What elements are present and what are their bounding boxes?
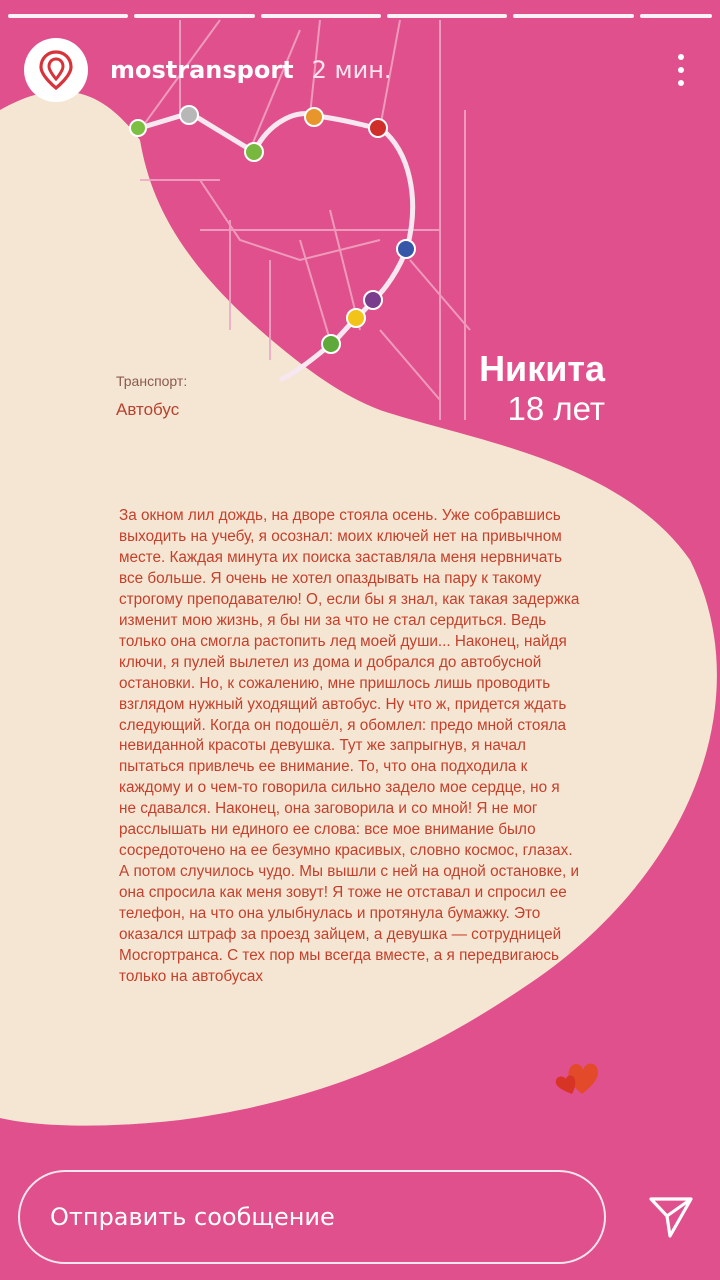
hearts-logo-icon xyxy=(552,1050,604,1102)
progress-segment xyxy=(513,14,633,18)
send-message-placeholder: Отправить сообщение xyxy=(50,1203,335,1231)
dot-icon xyxy=(678,54,684,60)
dot-icon xyxy=(678,80,684,86)
story-header xyxy=(24,36,696,104)
progress-segment xyxy=(387,14,507,18)
dot-icon xyxy=(678,67,684,73)
post-time: 2 мин. xyxy=(311,56,392,84)
person-name: Никита xyxy=(479,348,605,389)
story-progress-bar xyxy=(8,14,712,18)
progress-segment xyxy=(640,14,712,18)
progress-segment xyxy=(261,14,381,18)
story-text: За окном лил дождь, на дворе стояла осень. Уже собравшись выходить на учебу, я осознал: моих ключей нет на привычном месте. Каждая минута их поиска заставляла меня нервничать все больше. Я очень не хотел опаздывать на пару к такому строгому преподавателю! О, если бы я знал, как такая задержка изменит мою жизнь, я бы ни за что не стал сердиться. Ведь только она смогла растопить лед моей души... Наконец, найдя ключи, я пулей вылетел из дома и добрался до автобусной остановки. Но, к сожалению, мне пришлось лишь проводить взглядом нужный уходящий автобус. Ну что ж, придется ждать следующий. Когда он подошёл, я обомлел: предо мной стояла невиданной красоты девушка. Тут же запрыгнув, я начал пытаться привлечь ее внимание. То, что она подходила к каждому и о чем-то говорила сильно задело мое сердце, но я не сдавался. Наконец, она заговорила и со мной! Я не мог расслышать ни единого ее слова: все мое внимание было сосредоточено на ее безумно красивых, словно космос, глазах. А потом случилось чудо. Мы вышли с ней на одной остановке, и она спросила как меня зовут! Я тоже не отставал и спросил ее телефон, на что она улыбнулась и протянула бумажку. Это оказался штраф за проезд зайцем, а девушка — сотрудницей Мосгортранса. С тех пор мы всегда вместе, а я передвигаюсь только на автобусах xyxy=(119,507,580,985)
transport-value: Автобус xyxy=(116,400,180,419)
progress-segment xyxy=(8,14,128,18)
transport-label: Транспорт: xyxy=(116,373,188,389)
send-icon[interactable] xyxy=(648,1194,694,1240)
person-age: 18 лет xyxy=(507,390,605,427)
progress-segment xyxy=(134,14,254,18)
metro-pin-icon xyxy=(39,50,73,90)
avatar[interactable] xyxy=(24,38,88,102)
more-options-button[interactable] xyxy=(666,40,696,100)
send-message-input[interactable] xyxy=(18,1170,606,1264)
account-username[interactable]: mostransport xyxy=(110,56,294,84)
